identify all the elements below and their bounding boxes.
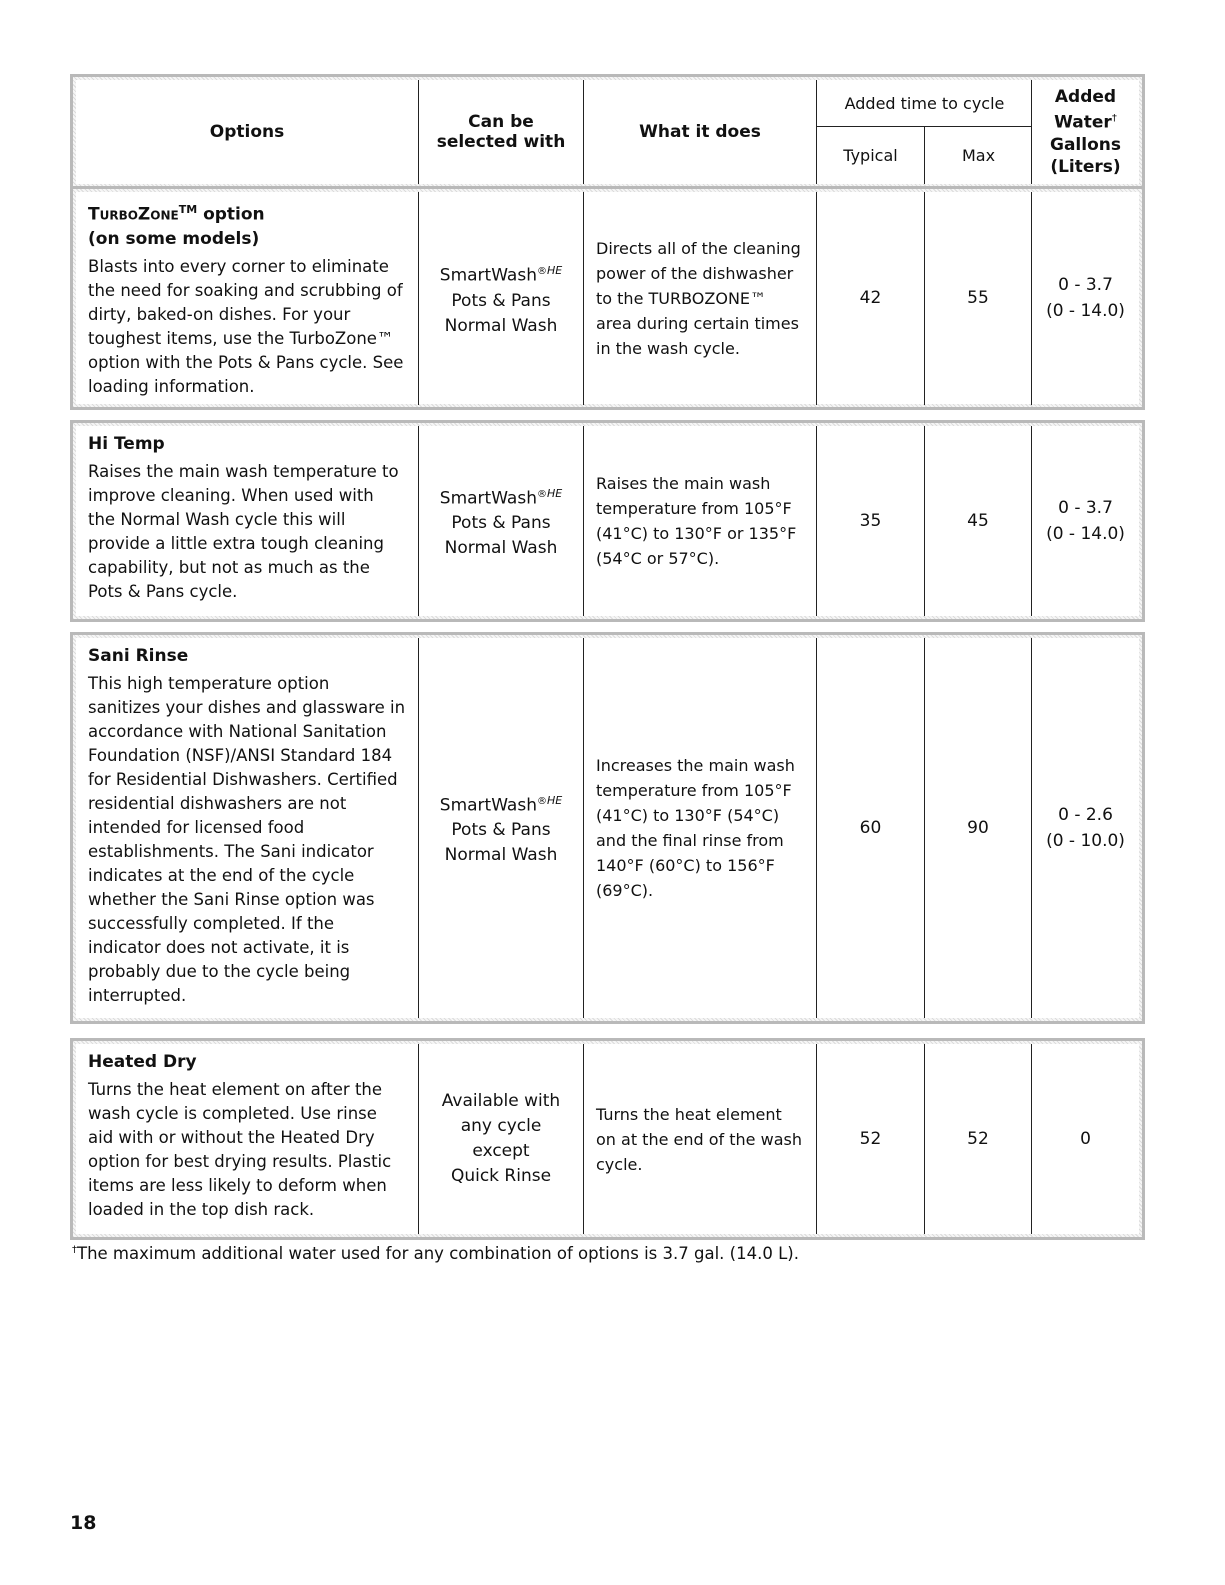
typical-cell — [817, 638, 925, 1018]
what-it-does-cell — [584, 1044, 817, 1234]
selected-with-cell — [419, 192, 584, 405]
pots-pans-label: Pots & Pans — [451, 820, 551, 841]
typical-cell — [817, 426, 925, 616]
smartwash-label: SmartWash$^{®HE}$ — [439, 264, 563, 286]
header-added-time — [817, 80, 1032, 184]
what-it-does-cell — [584, 192, 817, 405]
table-row — [70, 420, 1145, 622]
pots-pans-label: Pots & Pans — [451, 513, 551, 534]
pots-pans-label: Pots & Pans — [451, 290, 551, 311]
water-gallons: 0 - 2.6 — [1058, 805, 1113, 825]
normal-wash-label: Normal Wash — [444, 845, 558, 866]
water-liters: (0 - 14.0) — [1046, 524, 1125, 544]
option-description: Raises the main wash temperature to improve cleaning. When used with the Normal Wash cycle this will provide a little extra tough cleaning capability, but not as much as the Pots & Pans cycle. — [88, 462, 399, 601]
water-liters: (0 - 14.0) — [1046, 301, 1125, 322]
header-max: Max — [961, 146, 996, 165]
typical-value: 60 — [859, 818, 882, 838]
option-description: Blasts into every corner to eliminate the need for soaking and scrubbing of dirty, baked-on dishes. For your toughest items, use the TurboZone™ option with the Pots & Pans cycle. See loading information. — [88, 256, 404, 396]
table-header — [70, 74, 1145, 190]
typical-value: 42 — [859, 288, 882, 309]
option-title-suffix: option — [197, 204, 265, 225]
option-title: Heated Dry — [88, 1052, 197, 1072]
option-title: Hi Temp — [88, 434, 165, 454]
max-cell — [925, 192, 1032, 405]
dagger-mark: † — [1111, 113, 1117, 125]
max-cell — [925, 1044, 1032, 1234]
dagger-mark: † — [72, 1244, 77, 1256]
header-what-it-does-label: What it does — [639, 122, 761, 142]
header-added-water-label: Added Water — [1054, 87, 1117, 133]
typical-cell — [817, 1044, 925, 1234]
header-can-be-selected — [419, 80, 584, 184]
max-value: 55 — [967, 288, 989, 309]
water-gallons: 0 - 3.7 — [1058, 275, 1113, 296]
option-cell — [76, 192, 419, 405]
quick-rinse-label: Quick Rinse — [450, 1166, 552, 1186]
option-cell — [76, 1044, 419, 1234]
option-cell — [76, 638, 419, 1018]
available-with-label: Available with — [441, 1091, 561, 1111]
header-options — [76, 80, 419, 184]
option-description: This high temperature option sanitizes your dishes and glassware in accordance with National Sanitation Foundation (NSF)/ANSI Standard 184 for Residential Dishwashers. Certified residential dishwashers are not intended for licensed food establishments. The Sani indicator indicates at the end of the cycle whether the Sani Rinse option was successfully completed. If the indicator does not activate, it is probably due to the cycle being interrupted. — [88, 674, 406, 1005]
what-it-does-text: Turns the heat element on at the end of the wash cycle. — [596, 1104, 802, 1174]
smartwash-label: SmartWash$^{®HE}$ — [439, 486, 563, 509]
selected-with-cell — [419, 1044, 584, 1234]
what-it-does-text: Raises the main wash temperature from 105°F (41°C) to 130°F or 135°F (54°C or 57°C). — [596, 474, 797, 568]
header-can-be-selected-label: Can be selected with — [436, 112, 566, 152]
max-value: 90 — [967, 818, 989, 838]
table-row — [70, 1038, 1145, 1240]
header-liters: (Liters) — [1050, 156, 1121, 177]
option-title: Sani Rinse — [88, 646, 189, 666]
option-cell — [76, 426, 419, 616]
water-cell — [1032, 1044, 1139, 1234]
except-label: except — [472, 1141, 530, 1161]
what-it-does-cell — [584, 426, 817, 616]
selected-with-cell — [419, 638, 584, 1018]
header-options-label: Options — [209, 122, 285, 142]
water-cell — [1032, 638, 1139, 1018]
max-value: 45 — [967, 511, 989, 531]
table-row — [70, 632, 1145, 1024]
header-what-it-does — [584, 80, 817, 184]
selected-with-cell — [419, 426, 584, 616]
water-liters: (0 - 10.0) — [1046, 831, 1125, 851]
water-gallons: 0 - 3.7 — [1058, 498, 1113, 518]
typical-cell — [817, 192, 925, 405]
max-value: 52 — [967, 1129, 989, 1149]
typical-value: 35 — [859, 511, 882, 531]
option-title — [88, 198, 406, 227]
option-description: Turns the heat element on after the wash cycle is completed. Use rinse aid with or without the Heated Dry option for best drying results. Plastic items are less likely to deform when loaded in the top dish rack. — [88, 1080, 392, 1219]
header-typical: Typical — [843, 146, 898, 165]
typical-value: 52 — [859, 1129, 882, 1149]
option-title-prefix: TurboZone — [88, 204, 179, 225]
normal-wash-label: Normal Wash — [444, 538, 558, 559]
any-cycle-label: any cycle — [460, 1116, 542, 1136]
water-cell — [1032, 426, 1139, 616]
what-it-does-text: Increases the main wash temperature from 105°F (41°C) to 130°F (54°C) and the final rinse from 140°F (60°C) to 156°F (69°C). — [596, 756, 795, 900]
water-gallons: 0 — [1080, 1129, 1091, 1149]
footnote-text: The maximum additional water used for any combination of options is 3.7 gal. (14.0 L). — [77, 1244, 799, 1263]
water-cell — [1032, 192, 1139, 405]
header-added-water — [1032, 80, 1139, 184]
what-it-does-text: Directs all of the cleaning power of the dishwasher to the TURBOZONE™ area during certain times in the wash cycle. — [596, 238, 801, 358]
normal-wash-label: Normal Wash — [444, 315, 558, 336]
header-added-time-label: Added time to cycle — [844, 93, 1005, 113]
page-number: 18 — [70, 1512, 97, 1534]
footnote — [72, 1244, 799, 1263]
header-gallons: Gallons — [1050, 134, 1121, 155]
max-cell — [925, 426, 1032, 616]
what-it-does-cell — [584, 638, 817, 1018]
max-cell — [925, 638, 1032, 1018]
option-subtitle: (on some models) — [88, 228, 260, 249]
smartwash-label: SmartWash$^{®HE}$ — [439, 793, 563, 816]
tm-mark: TM — [178, 203, 198, 216]
table-row — [70, 186, 1145, 410]
